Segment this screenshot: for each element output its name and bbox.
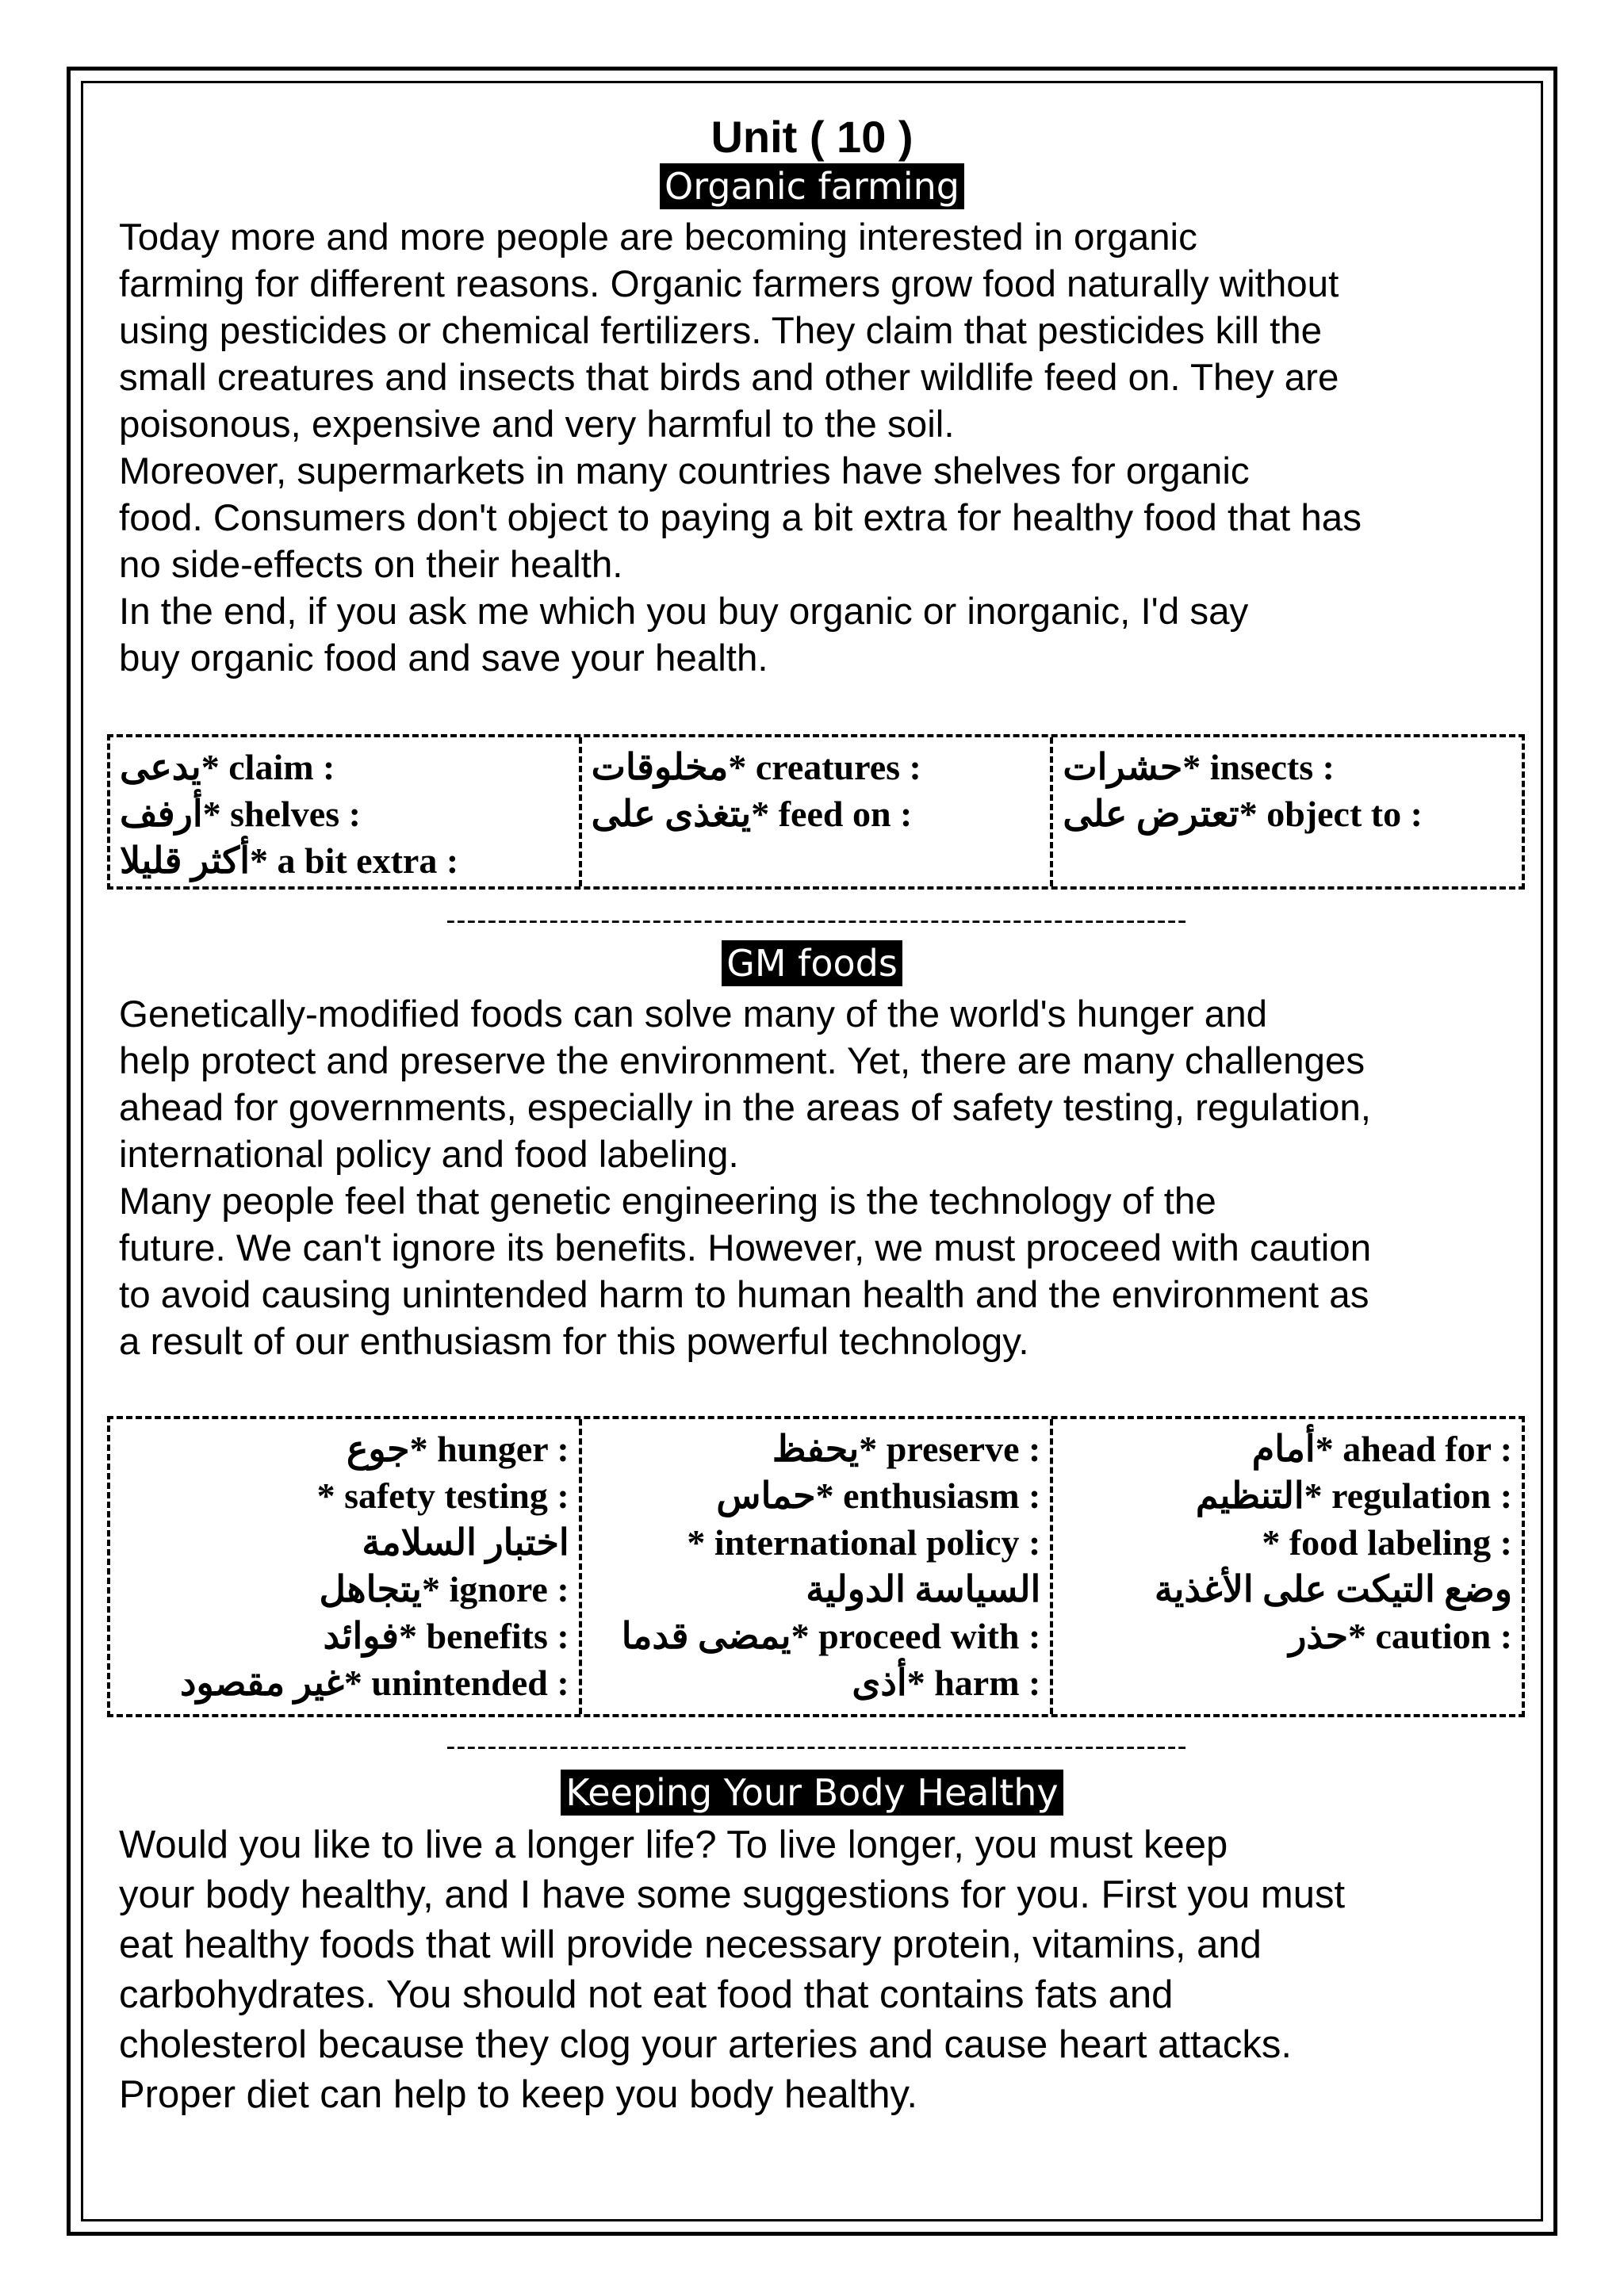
paragraph-line: Genetically-modified foods can solve many of the world's hunger and: [119, 993, 1268, 1035]
heading-keeping-body-healthy: Keeping Your Body Healthy: [561, 1770, 1063, 1816]
vocab-entry: وضع التيكت على الأغذية: [1154, 1569, 1513, 1609]
paragraph-line: your body healthy, and I have some suggestions for you. First you must: [119, 1873, 1346, 1916]
paragraph-line: Many people feel that genetic engineering is the technology of the: [119, 1181, 1216, 1223]
paragraph-line: help protect and preserve the environment. Yet, there are many challenges: [119, 1040, 1365, 1082]
vocab-entry: السياسة الدولية: [806, 1569, 1041, 1609]
vocab-entry: * safety testing :: [316, 1475, 569, 1516]
vocab-entry: أذى* harm :: [852, 1663, 1041, 1703]
vocab-column: [579, 737, 1051, 886]
vocab-entry: مخلوقات* creatures :: [591, 747, 921, 787]
section-heading-organic: [0, 163, 1624, 209]
vocab-entry: حذر* caution :: [1289, 1616, 1513, 1656]
paragraph-line: food. Consumers don't object to paying a bit extra for healthy food that has: [119, 497, 1362, 539]
vocab-entry: اختبار السلامة: [362, 1522, 569, 1563]
paragraph-line: international policy and food labeling.: [119, 1134, 739, 1176]
paragraph-line: small creatures and insects that birds and other wildlife feed on. They are: [119, 357, 1339, 399]
vocab-entry: أرفف* shelves :: [120, 794, 361, 834]
vocab-entry: أكثر قليلا* a bit extra :: [120, 840, 459, 881]
vocab-entry: يدعى* claim :: [120, 747, 335, 787]
vocab-column: [579, 1419, 1051, 1714]
paragraph-line: Today more and more people are becoming interested in organic: [119, 216, 1197, 258]
vocab-entry: يمضى قدما* proceed with :: [621, 1616, 1041, 1656]
paragraph-line: In the end, if you ask me which you buy organic or inorganic, I'd say: [119, 591, 1249, 633]
vocab-column: [110, 1419, 579, 1714]
paragraph-organic-farming: [119, 214, 1515, 682]
paragraph-line: Moreover, supermarkets in many countries have shelves for organic: [119, 450, 1250, 492]
vocab-entry: التنظيم* regulation :: [1195, 1475, 1513, 1516]
paragraph-line: Would you like to live a longer life? To live longer, you must keep: [119, 1823, 1228, 1866]
vocab-entry: جوع* hunger :: [346, 1429, 569, 1469]
vocab-box-gm: [107, 1416, 1525, 1717]
paragraph-line: a result of our enthusiasm for this powerful technology.: [119, 1321, 1029, 1363]
paragraph-line: future. We can't ignore its benefits. However, we must proceed with caution: [119, 1227, 1372, 1269]
vocab-entry: حماس* enthusiasm :: [716, 1475, 1041, 1516]
vocab-entry: غير مقصود* unintended :: [180, 1663, 569, 1703]
paragraph-line: to avoid causing unintended harm to human health and the environment as: [119, 1274, 1369, 1316]
vocab-column: [110, 737, 579, 886]
vocab-entry: أمام* ahead for :: [1251, 1429, 1513, 1469]
paragraph-line: carbohydrates. You should not eat food that contains fats and: [119, 1973, 1174, 2016]
paragraph-line: farming for different reasons. Organic farmers grow food naturally without: [119, 263, 1339, 305]
paragraph-line: poisonous, expensive and very harmful to the soil.: [119, 404, 955, 446]
vocab-entry: يتغذى على* feed on :: [591, 794, 913, 834]
vocab-entry: يتجاهل* ignore :: [319, 1569, 569, 1609]
paragraph-line: ahead for governments, especially in the areas of safety testing, regulation,: [119, 1087, 1371, 1129]
vocab-entry: يحفظ* preserve :: [772, 1429, 1041, 1469]
vocab-entry: حشرات* insects :: [1063, 747, 1335, 787]
vocab-entry: تعترض على* object to :: [1063, 794, 1423, 834]
paragraph-line: cholesterol because they clog your arteries and cause heart attacks.: [119, 2023, 1292, 2066]
heading-gm-foods: GM foods: [722, 940, 902, 986]
paragraph-line: using pesticides or chemical fertilizers. They claim that pesticides kill the: [119, 310, 1323, 352]
vocab-entry: * international policy :: [687, 1522, 1041, 1563]
vocab-entry: * food labeling :: [1262, 1522, 1513, 1563]
vocab-column: [1050, 1419, 1522, 1714]
unit-title: Unit ( 10 ): [710, 112, 914, 162]
section-separator: ------------------------------------------------------------------------: [446, 1730, 1188, 1762]
paragraph-keeping-body-healthy: [119, 1820, 1515, 2120]
paragraph-line: no side-effects on their health.: [119, 544, 623, 586]
section-separator: ------------------------------------------------------------------------: [446, 904, 1188, 936]
section-heading-gm: [0, 940, 1624, 986]
vocab-entry: فوائد* benefits :: [323, 1616, 569, 1656]
paragraph-line: buy organic food and save your health.: [119, 637, 768, 679]
vocab-box-organic: [107, 734, 1525, 890]
section-heading-healthy: [0, 1770, 1624, 1816]
paragraph-line: Proper diet can help to keep you body healthy.: [119, 2073, 917, 2116]
vocab-column: [1050, 737, 1522, 886]
paragraph-gm-foods: [119, 991, 1515, 1365]
heading-organic-farming: Organic farming: [660, 163, 964, 209]
paragraph-line: eat healthy foods that will provide necessary protein, vitamins, and: [119, 1923, 1262, 1966]
